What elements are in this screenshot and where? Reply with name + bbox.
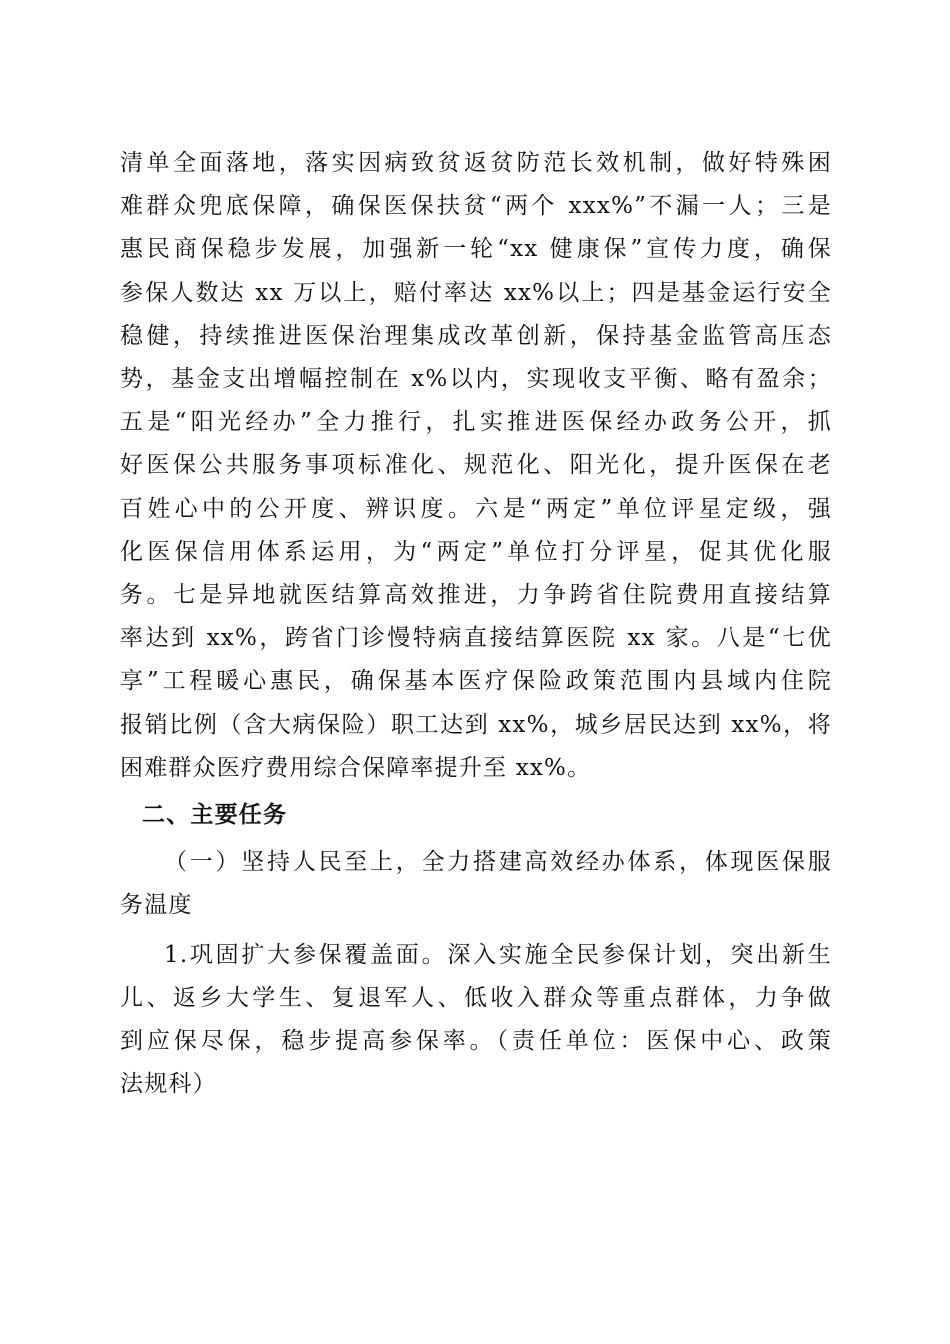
document-body bbox=[120, 142, 832, 1106]
text-line: 报销比例（含大病保险）职工达到 xx%，城乡居民达到 xx%，将 bbox=[120, 711, 832, 738]
text-line: 率达到 xx%，跨省门诊慢特病直接结算医院 xx 家。八是“七优 bbox=[120, 625, 832, 652]
subsection-heading bbox=[120, 841, 832, 927]
text-line: 化医保信用体系运用，为“两定”单位打分评星，促其优化服 bbox=[120, 538, 832, 565]
text-line: 到应保尽保，稳步提高参保率。（责任单位：医保中心、政策 bbox=[120, 1028, 832, 1055]
item-1-paragraph bbox=[120, 934, 832, 1107]
paragraph-continued bbox=[120, 142, 832, 790]
section-heading: 二、主要任务 bbox=[142, 802, 288, 829]
text-line: 难群众兜底保障，确保医保扶贫“两个 xxx%”不漏一人；三是 bbox=[120, 193, 832, 220]
text-line: 儿、返乡大学生、复退军人、低收入群众等重点群体，力争做 bbox=[120, 984, 832, 1011]
text-line: 参保人数达 xx 万以上，赔付率达 xx%以上；四是基金运行安全 bbox=[120, 279, 832, 306]
text-line: 享”工程暖心惠民，确保基本医疗保险政策范围内县域内住院 bbox=[120, 668, 832, 695]
text-line: 1.巩固扩大参保覆盖面。深入实施全民参保计划，突出新生 bbox=[164, 941, 832, 968]
text-line: 惠民商保稳步发展，加强新一轮“xx 健康保”宣传力度，确保 bbox=[120, 236, 832, 263]
subsection-heading-line: （一）坚持人民至上，全力搭建高效经办体系，体现医保服 bbox=[164, 849, 832, 876]
text-line: 务。七是异地就医结算高效推进，力争跨省住院费用直接结算 bbox=[120, 582, 832, 609]
text-line: 稳健，持续推进医保治理集成改革创新，保持基金监管高压态 bbox=[120, 322, 832, 349]
text-line: 百姓心中的公开度、辨识度。六是“两定”单位评星定级，强 bbox=[120, 495, 832, 522]
text-line: 法规科） bbox=[120, 1071, 217, 1098]
text-line: 困难群众医疗费用综合保障率提升至 xx%。 bbox=[120, 754, 592, 781]
text-line: 好医保公共服务事项标准化、规范化、阳光化，提升医保在老 bbox=[120, 452, 832, 479]
text-line: 五是“阳光经办”全力推行，扎实推进医保经办政务公开，抓 bbox=[120, 409, 832, 436]
subsection-heading-line: 务温度 bbox=[120, 892, 193, 919]
text-line: 势，基金支出增幅控制在 x%以内，实现收支平衡、略有盈余； bbox=[120, 366, 832, 393]
text-line: 清单全面落地，落实因病致贫返贫防范长效机制，做好特殊困 bbox=[120, 150, 832, 176]
